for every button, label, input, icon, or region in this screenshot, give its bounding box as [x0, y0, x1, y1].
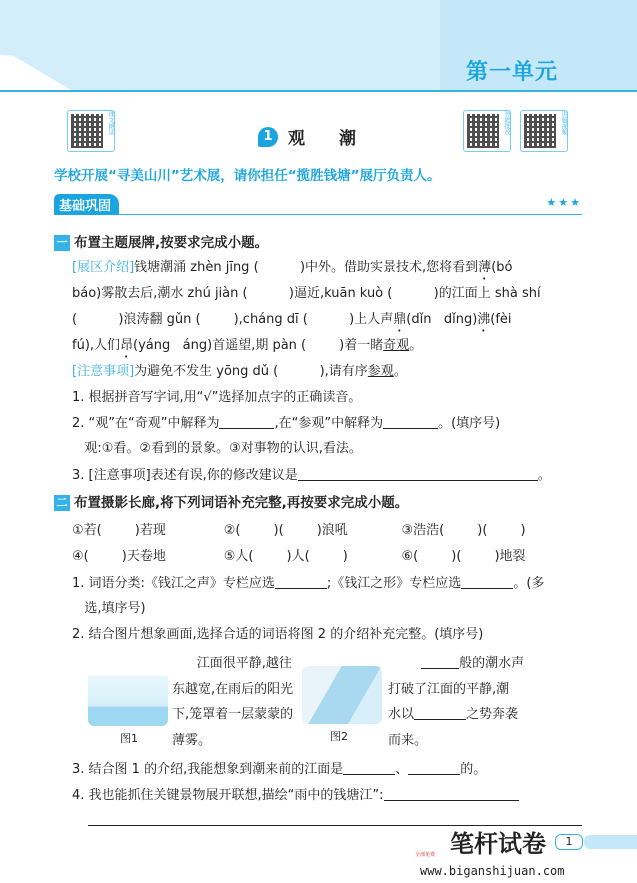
qr-code-video[interactable] — [520, 110, 568, 152]
lesson-title-text: 观 潮 — [288, 129, 356, 149]
qr-label: 智能批改 — [503, 111, 510, 135]
text: 之势奔袭 — [466, 707, 519, 722]
text-line — [72, 389, 361, 407]
text-segment: 鼎 — [393, 312, 407, 327]
text: 薄雾。 — [172, 732, 212, 748]
text-segment: ④( )天卷地 ⑤人( )人( ) ⑥( )( )地裂 — [72, 549, 526, 564]
text-segment: 为避免不发生 yōng dǔ ( ),请有序 — [134, 364, 368, 379]
text-segment: 的。 — [460, 762, 487, 777]
text-segment: 钱塘潮涌 zhèn jīng ( )中外。借助实景技术,您将看到 — [134, 260, 479, 275]
text: 江面很平静,越往 — [172, 656, 292, 671]
text: 打破了江面的平静,潮 — [388, 681, 510, 697]
question-number: 一 — [54, 235, 70, 251]
question-1-heading — [54, 234, 268, 252]
text-segment: 4. 我也能抓住关键景物展开联想,描绘“雨中的钱塘江”: — [72, 788, 384, 803]
question-title: 布置主题展牌,按要求完成小题。 — [74, 235, 269, 251]
question-2-heading — [54, 494, 408, 512]
question-number: 二 — [54, 495, 70, 511]
text-line — [72, 363, 407, 381]
qr-icon — [524, 114, 556, 148]
qr-icon — [467, 114, 499, 148]
figure-1-text — [172, 651, 293, 753]
brand-logo: 笔杆试卷 — [450, 829, 546, 858]
brand-tag: 全部免费 — [415, 852, 436, 858]
text-segment: 。(多 — [513, 576, 545, 591]
page-number: 1 — [555, 834, 583, 850]
text-segment: 。 — [537, 468, 551, 483]
section-label: 基础巩固 — [54, 194, 119, 215]
text-segment: ( )浪涛翻 gǔn ( ),cháng dī ( )上人声 — [72, 312, 394, 327]
text-segment: 参观 — [367, 364, 394, 379]
intro-text: 学校开展“寻美山川”艺术展，请你担任“揽胜钱塘”展厅负责人。 — [54, 168, 441, 184]
text-segment: 薄 — [478, 260, 492, 275]
text-line — [72, 600, 146, 618]
figure-1-caption: 图1 — [120, 732, 138, 745]
section-tag: [展区介绍] — [72, 260, 135, 275]
text-segment: (bó — [491, 260, 513, 275]
answer-blank[interactable] — [275, 574, 327, 589]
answer-blank[interactable] — [461, 574, 513, 589]
text-segment: 。 — [393, 364, 407, 379]
text-line — [72, 311, 512, 335]
answer-blank[interactable] — [384, 786, 519, 801]
text-line — [72, 440, 362, 458]
text: 而来。 — [388, 732, 428, 748]
text-segment: 昂 — [120, 338, 134, 353]
text-segment: 3. [注意事项]表述有误,你的修改建议是 — [72, 468, 298, 483]
text-segment: 选,填序号) — [72, 601, 146, 616]
text-segment: 奇观 — [383, 338, 410, 353]
text-line — [72, 626, 483, 644]
text-line — [72, 285, 541, 303]
text-line — [72, 548, 526, 566]
text-line — [72, 259, 512, 283]
answer-blank[interactable] — [219, 414, 274, 429]
header-divider — [0, 90, 637, 92]
answer-blank[interactable] — [421, 654, 459, 669]
answer-blank[interactable] — [414, 705, 466, 720]
text-segment: 。 — [409, 338, 423, 353]
text: 水以 — [388, 707, 415, 722]
lesson-number: 1 — [258, 127, 278, 147]
answer-blank[interactable] — [408, 760, 460, 775]
section-header — [54, 194, 582, 215]
text-segment: 2. “观”在“奇观”中解释为 — [72, 416, 220, 431]
text: 般的潮水声 — [459, 656, 525, 671]
text-segment: 1. 词语分类:《钱江之声》专栏应选 — [72, 576, 275, 591]
qr-code-grading[interactable] — [463, 110, 511, 152]
qr-label: 讲题视频 — [560, 111, 567, 135]
text-line — [72, 574, 544, 593]
qr-label: 课文朗读 — [107, 111, 114, 135]
text-segment: (yáng áng)首遥望,期 pàn ( )着一睹 — [133, 338, 384, 353]
page-tab — [584, 835, 637, 849]
text-line — [72, 760, 486, 779]
figure-1-image — [88, 670, 168, 726]
answer-line[interactable] — [88, 825, 582, 826]
text-segment: ,在“参观”中解释为 — [274, 416, 384, 431]
answer-blank[interactable] — [383, 414, 438, 429]
text-segment: ;《钱江之形》专栏应选 — [326, 576, 462, 591]
text-segment: 。(填序号) — [438, 416, 501, 431]
figure-2-text — [388, 651, 524, 753]
lesson-title — [258, 124, 356, 149]
answer-blank[interactable] — [298, 466, 538, 481]
text-segment: 、 — [395, 762, 409, 777]
brand-url: www.biganshijuan.com — [420, 864, 565, 878]
text-segment: fú),人们 — [72, 338, 121, 353]
section-tag: [注意事项] — [72, 364, 135, 379]
text-segment: 沸 — [477, 312, 491, 327]
text-segment: ①若( )若现 ②( )( )浪吼 ③浩浩( )( ) — [72, 523, 526, 538]
text-line — [72, 337, 422, 361]
text-segment: 2. 结合图片想象画面,选择合适的词语将图 2 的介绍补充完整。(填序号) — [72, 627, 484, 642]
text: 下,笼罩着一层蒙蒙的 — [172, 707, 294, 722]
text-line — [72, 466, 551, 485]
qr-icon — [71, 114, 103, 148]
text-segment: (dǐn dǐng) — [406, 312, 478, 327]
text-line — [72, 786, 519, 805]
text: 东越宽,在雨后的阳光 — [172, 681, 294, 697]
text-line — [72, 414, 500, 433]
text-segment: 1. 根据拼音写字词,用“√”选择加点字的正确读音。 — [72, 390, 362, 405]
text-segment: 3. 结合图 1 的介绍,我能想象到潮来前的江面是 — [72, 762, 344, 777]
text-segment: báo)雾散去后,潮水 zhú jiàn ( )逼近,kuān kuò ( )的江面上 shà shí — [72, 286, 541, 301]
qr-code-reading[interactable] — [67, 110, 115, 152]
figure-2-caption: 图2 — [330, 730, 348, 743]
question-title: 布置摄影长廊,将下列词语补充完整,再按要求完成小题。 — [74, 495, 409, 511]
text-segment: 观:①看。②看到的景象。③对事物的认识,看法。 — [72, 441, 362, 456]
figure-2-image — [302, 666, 382, 724]
text-segment: (fèi — [490, 312, 512, 327]
unit-title: 第一单元 — [466, 60, 559, 85]
text-line — [72, 522, 526, 540]
difficulty-stars-icon: ★★★ — [546, 196, 582, 209]
answer-blank[interactable] — [343, 760, 395, 775]
